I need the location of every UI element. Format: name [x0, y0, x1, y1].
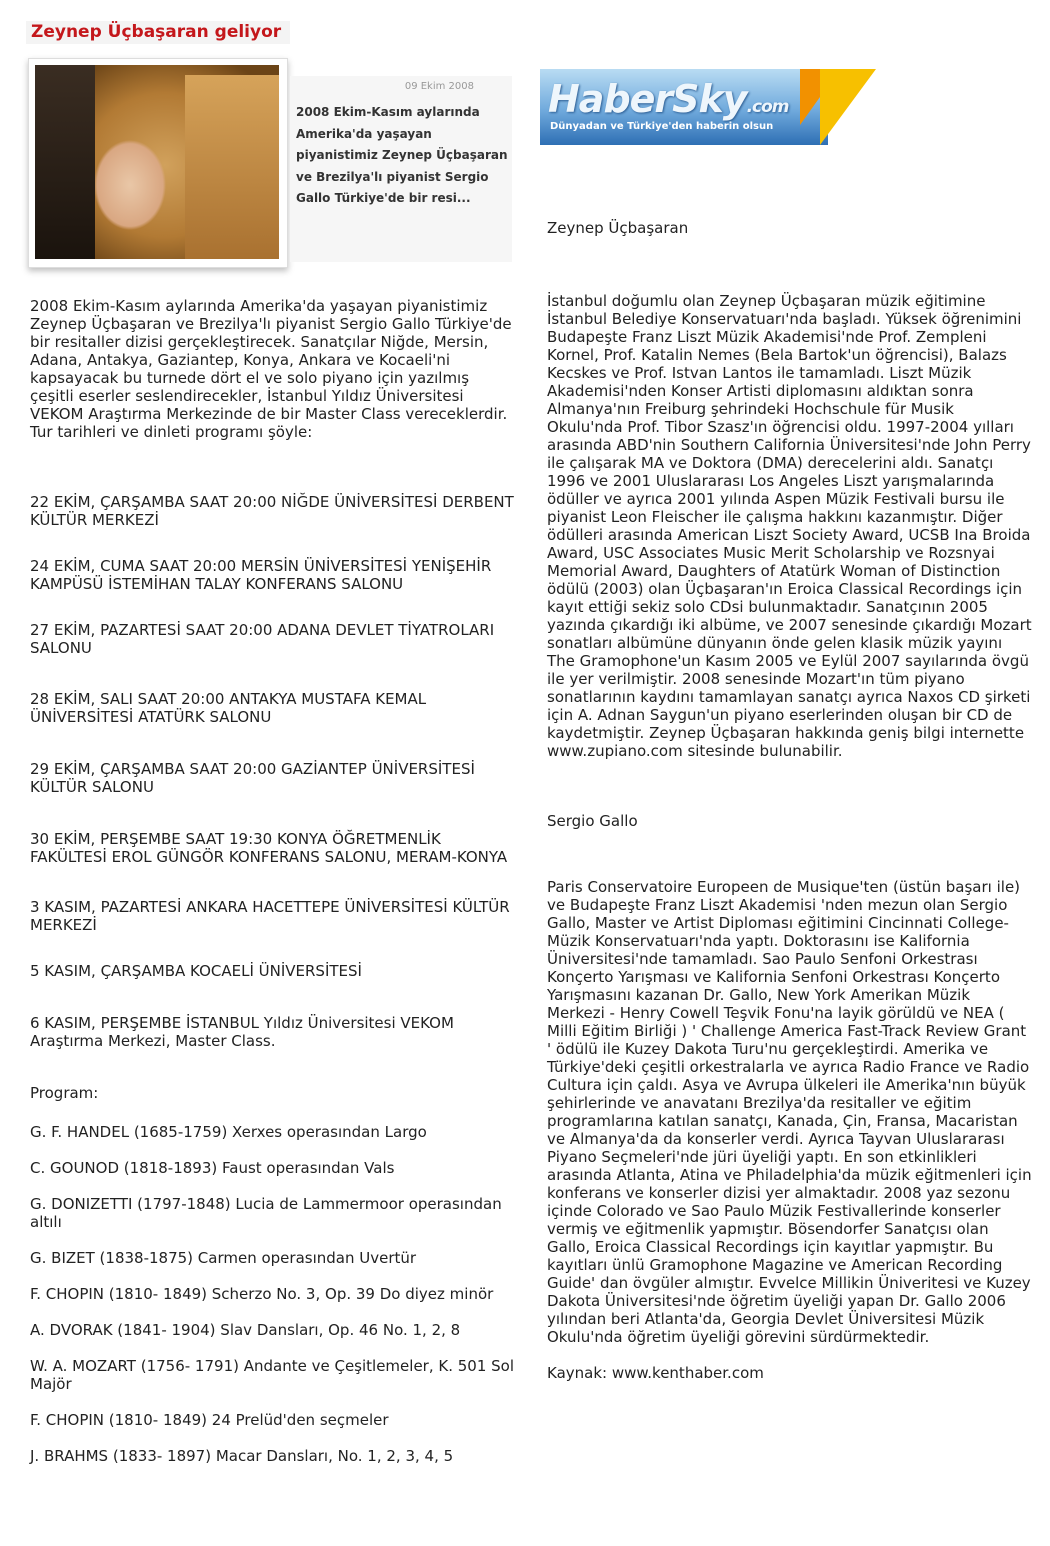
program-item: F. CHOPIN (1810- 1849) 24 Prelüd'den seçmeler [30, 1411, 389, 1429]
event-item: 28 EKİM, SALI SAAT 20:00 ANTAKYA MUSTAFA KEMAL ÜNİVERSİTESİ ATATÜRK SALONU [30, 690, 427, 726]
article-date: 09 Ekim 2008 [404, 81, 474, 92]
right-column [547, 219, 1032, 1382]
hair-shape [185, 75, 279, 259]
program-item: G. DONIZETTI (1797-1848) Lucia de Lammermoor operasından altılı [30, 1195, 502, 1231]
event-item: 22 EKİM, ÇARŞAMBA SAAT 20:00 NİĞDE ÜNİVERSİTESİ DERBENT KÜLTÜR MERKEZİ [30, 493, 514, 529]
bio-heading-zeynep: Zeynep Üçbaşaran [547, 219, 689, 237]
event-item: 27 EKİM, PAZARTESİ SAAT 20:00 ADANA DEVLET TİYATROLARI SALONU [30, 621, 495, 657]
summary-text: 2008 Ekim-Kasım aylarında Amerika'da yaşayan piyanistimiz Zeynep Üçbaşaran ve Brezilya'lı piyanist Sergio Gallo Türkiye'de bir resi... [296, 105, 508, 205]
bio-paragraph-zeynep: İstanbul doğumlu olan Zeynep Üçbaşaran müzik eğitimine İstanbul Belediye Konservatuarı'nda başladı. Yüksek öğrenimini Budapeşte Franz Liszt Müzik Akademisi'nde Prof. Zempleni Kornel, Prof. Katalin Nemes (Bela Bartok'un öğrencisi), Balazs Kecskes ve Prof. Istvan Lantos ile tamamladı. Liszt Müzik Akademisi'nden Konser Artisti diplomasını aldıktan sonra Almanya'nın Freiburg şehrindeki Hochschule für Musik Okulu'nda Prof. Tibor Szasz'ın öğrencisi oldu. 1997-2004 yılları arasında ABD'nin Southern California Üniversitesi'nde John Perry ile çalışarak MA ve Doktora (DMA) derecelerini aldı. Sanatçı 1996 ve 2001 Uluslararası Los Angeles Liszt yarışmalarında ödüller ve ayrıca 2001 yılında Aspen Müzik Festivali bursu ile piyanist Leon Fleischer ile çalışma hakkını kazanmıştır. Diğer ödülleri arasında American Liszt Society Award, UCSB Ina Broida Award, USC Associates Music Merit Scholarship ve Rozsnyai Memorial Award, Daughters of Atatürk Woman of Distinction ödülü (2003) olan Üçbaşaran'ın Eroica Classical Recordings için kayıt ettiği sekiz solo CDsi bulunmaktadır. Sanatçının 2005 yazında çıkardığı iki albüme, ve 2007 senesinde çıkardığı Mozart sonatları albümüne dünyanın önde gelen klasik müzik yayını The Gramophone'un Kasım 2005 ve Eylül 2007 sayılarında övgü ile yer verilmiştir. 2008 senesinde Mozart'ın tüm piyano sonatlarının kaydını tamamlayan sanatçı ayrıca Naxos CD şirketi için A. Adnan Saygun'un piyano eserlerinden oluşan bir CD de kaydetmiştir. Zeynep Üçbaşaran hakkında geniş bilgi internette www.zupiano.com sitesinde bulunabilir. [547, 292, 1032, 760]
portrait-photo [28, 58, 288, 268]
event-item: 30 EKİM, PERŞEMBE SAAT 19:30 KONYA ÖĞRETMENLİK FAKÜLTESİ EROL GÜNGÖR KONFERANS SALONU, MERAM-KONYA [30, 830, 508, 866]
article-title: Zeynep Üçbaşaran geliyor [26, 21, 290, 44]
event-item: 29 EKİM, ÇARŞAMBA SAAT 20:00 GAZİANTEP ÜNİVERSİTESİ KÜLTÜR SALONU [30, 760, 475, 796]
logo-yellow-wing [820, 69, 876, 145]
intro-paragraph: 2008 Ekim-Kasım aylarında Amerika'da yaşayan piyanistimiz Zeynep Üçbaşaran ve Brezilya'lı piyanist Sergio Gallo Türkiye'de bir resitaller dizisi gerçekleştirecek. Sanatçılar Niğde, Mersin, Adana, Antakya, Gaziantep, Konya, Ankara ve Kocaeli'ni kapsayacak bu turnede dört el ve solo piyano için yazılmış çeşitli eserler seslendirecekler, İstanbul Yıldız Üniversitesi VEKOM Araştırma Merkezinde de bir Master Class vereceklerdir. Tur tarihleri ve dinleti programı şöyle: [30, 297, 512, 441]
habersky-logo[interactable] [540, 69, 876, 145]
logo-brand [548, 77, 789, 121]
event-item: 5 KASIM, ÇARŞAMBA KOCAELİ ÜNİVERSİTESİ [30, 962, 362, 980]
portrait-image [35, 65, 279, 259]
program-item: F. CHOPIN (1810- 1849) Scherzo No. 3, Op. 39 Do diyez minör [30, 1285, 494, 1303]
left-column [30, 297, 515, 1465]
piano-background [35, 65, 95, 259]
summary-box [290, 76, 512, 262]
program-item: J. BRAHMS (1833- 1897) Macar Dansları, No. 1, 2, 3, 4, 5 [30, 1447, 454, 1465]
program-item: W. A. MOZART (1756- 1791) Andante ve Çeşitlemeler, K. 501 Sol Majör [30, 1357, 515, 1393]
program-item: C. GOUNOD (1818-1893) Faust operasından Vals [30, 1159, 395, 1177]
event-item: 3 KASIM, PAZARTESİ ANKARA HACETTEPE ÜNİVERSİTESİ KÜLTÜR MERKEZİ [30, 898, 510, 934]
bio-heading-sergio: Sergio Gallo [547, 812, 638, 830]
source-line: Kaynak: www.kenthaber.com [547, 1364, 764, 1382]
bio-paragraph-sergio: Paris Conservatoire Europeen de Musique'ten (üstün başarı ile) ve Budapeşte Franz Liszt Akademisi 'nden mezun olan Sergio Gallo, Master ve Artist Diploması eğitimini Cincinnati College- Müzik Konservatuarı'nda yaptı. Doktorasını ise Kalifornia Üniversitesi'nde tamamladı. Sao Paulo Senfoni Orkestrası Konçerto Yarışması ve Kalifornia Senfoni Orkestrası Konçerto Yarışmasını kazanan Dr. Gallo, New York Amerikan Müzik Merkezi - Henry Cowell Teşvik Fonu'na layik görüldü ve NEA ( Milli Eğitim Birliği ) ' Challenge America Fast-Track Review Grant ' ödülü ile Kuzey Dakota Turu'nu gerçekleştirdi. Amerika ve Türkiye'deki çeşitli orkestralarla ve ayrıca Radio France ve Radio Cultura için çaldı. Asya ve Avrupa ülkeleri ile Amerika'nın büyük şehirlerinde ve anavatanı Brezilya'da resitaller ve eğitim programlarına katılan sanatçı, Kanada, Çin, Fransa, Macaristan ve Almanya'da da konserler verdi. Ayrıca Tayvan Uluslararası Piyano Seçmeleri'nde jüri üyeliği yaptı. En son etkinlikleri arasında Atlanta, Atina ve Philadelphia'da müzik eğitmenleri için konferans ve konserler dizisi yer almaktadır. 2008 yaz sezonu içinde Colorado ve Sao Paulo Müzik Festivallerinde konserler vermiş ve eğitmenlik yapmıştır. Bösendorfer Sanatçısı olan Gallo, Eroica Classical Recordings için kayıtlar yapmıştır. Bu kayıtları ünlü Gramophone Magazine ve American Recording Guide' dan övgüler almıştır. Evvelce Millikin Üniveritesi ve Kuzey Dakota Üniversitesi'nde öğretim üyeliği yapan Dr. Gallo 2006 yılından beri Atlanta'da, Georgia Devlet Üniversitesi Müzik Okulu'nda öğretim üyeliği görevini sürdürmektedir. [547, 878, 1032, 1346]
event-item: 24 EKİM, CUMA SAAT 20:00 MERSİN ÜNİVERSİTESİ YENİŞEHİR KAMPÜSÜ İSTEMİHAN TALAY KONFERANS SALONU [30, 557, 492, 593]
program-label: Program: [30, 1084, 99, 1102]
program-item: G. F. HANDEL (1685-1759) Xerxes operasından Largo [30, 1123, 427, 1141]
logo-tagline: Dünyadan ve Türkiye'den haberin olsun [550, 121, 774, 132]
event-item: 6 KASIM, PERŞEMBE İSTANBUL Yıldız Üniversitesi VEKOM Araştırma Merkezi, Master Class. [30, 1014, 454, 1050]
logo-brand-name: HaberSky [548, 77, 747, 121]
program-item: A. DVORAK (1841- 1904) Slav Dansları, Op. 46 No. 1, 2, 8 [30, 1321, 461, 1339]
program-item: G. BIZET (1838-1875) Carmen operasından Uvertür [30, 1249, 417, 1267]
logo-tld: .com [746, 97, 789, 117]
